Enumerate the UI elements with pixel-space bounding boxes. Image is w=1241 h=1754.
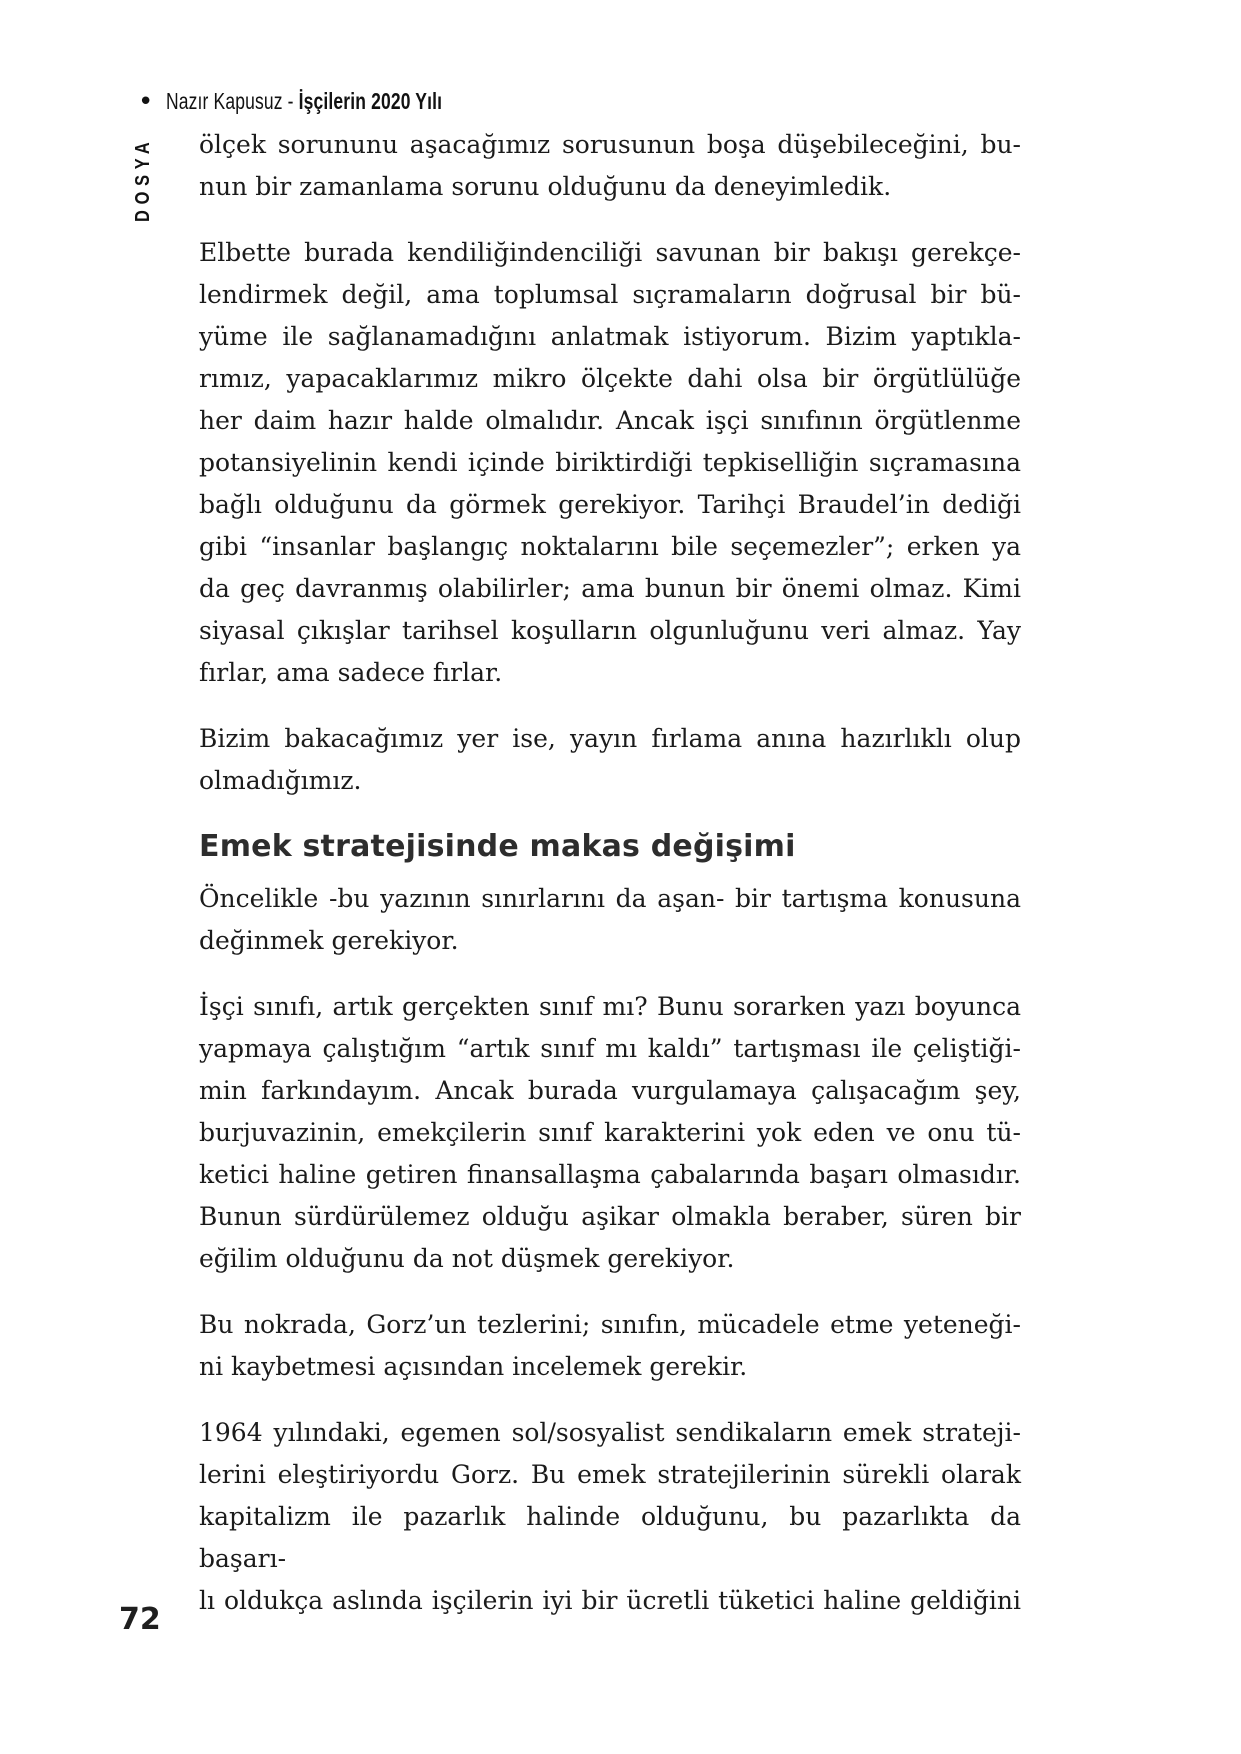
text-line: Bunun sürdürülemez olduğu aşikar olmakla beraber, süren bir <box>199 1202 1021 1231</box>
text-line: 1964 yılındaki, egemen sol/sosyalist sendikaların emek strateji- <box>199 1418 1021 1447</box>
text-line: yapmaya çalıştığım “artık sınıf mı kaldı” tartışması ile çeliştiği- <box>199 1034 1021 1063</box>
paragraph <box>199 1304 1021 1388</box>
page-number: 72 <box>119 1602 161 1637</box>
paragraph <box>199 718 1021 802</box>
book-title: İşçilerin 2020 Yılı <box>298 88 443 114</box>
text-line: her daim hazır halde olmalıdır. Ancak işçi sınıfının örgütlenme <box>199 406 1021 435</box>
text-line: ketici haline getiren finansallaşma çabalarında başarı olmasıdır. <box>199 1160 1021 1189</box>
text-line: nun bir zamanlama sorunu olduğunu da deneyimledik. <box>199 172 892 201</box>
text-line: olmadığımız. <box>199 766 362 795</box>
text-line: lı oldukça aslında işçilerin iyi bir ücretli tüketici haline geldiğini <box>199 1586 1021 1615</box>
text-line: min farkındayım. Ancak burada vurgulamaya çalışacağım şey, <box>199 1076 1021 1105</box>
text-line: ni kaybetmesi açısından incelemek gerekir. <box>199 1352 748 1381</box>
author-name: Nazır Kapusuz - <box>166 88 299 114</box>
text-line: ölçek sorununu aşacağımız sorusunun boşa düşebileceğini, bu- <box>199 130 1021 159</box>
text-line: Bizim bakacağımız yer ise, yayın fırlama anına hazırlıklı olup <box>199 724 1021 753</box>
text-column <box>199 124 1021 1646</box>
sidebar-section-label: DOSYA <box>132 136 154 222</box>
text-line: değinmek gerekiyor. <box>199 926 459 955</box>
section-heading: Emek stratejisinde makas değişimi <box>199 829 796 864</box>
text-line: siyasal çıkışlar tarihsel koşulların olgunluğunu veri almaz. Yay <box>199 616 1021 645</box>
paragraph <box>199 878 1021 962</box>
text-line: lerini eleştiriyordu Gorz. Bu emek stratejilerinin sürekli olarak <box>199 1460 1021 1489</box>
paragraph <box>199 986 1021 1280</box>
text-line: yüme ile sağlanamadığını anlatmak istiyorum. Bizim yaptıkla- <box>199 322 1021 351</box>
paragraph <box>199 232 1021 694</box>
text-line: bağlı olduğunu da görmek gerekiyor. Tarihçi Braudel’in dediği <box>199 490 1021 519</box>
text-line: Öncelikle -bu yazının sınırlarını da aşan- bir tartışma konusuna <box>199 884 1021 913</box>
paragraph <box>199 1412 1021 1622</box>
text-line: da geç davranmış olabilirler; ama bunun bir önemi olmaz. Kimi <box>199 574 1021 603</box>
page-header <box>138 88 530 115</box>
bullet-icon: • <box>138 86 154 117</box>
text-line: rımız, yapacaklarımız mikro ölçekte dahi olsa bir örgütlülüğe <box>199 364 1021 393</box>
text-line: kapitalizm ile pazarlık halinde olduğunu, bu pazarlıkta da başarı- <box>199 1502 1021 1573</box>
text-line: fırlar, ama sadece fırlar. <box>199 658 503 687</box>
text-line: İşçi sınıfı, artık gerçekten sınıf mı? Bunu sorarken yazı boyunca <box>199 992 1021 1021</box>
text-line: potansiyelinin kendi içinde biriktirdiği tepkiselliğin sıçramasına <box>199 448 1021 477</box>
paragraph <box>199 124 1021 208</box>
text-line: Bu nokrada, Gorz’un tezlerini; sınıfın, mücadele etme yeteneği- <box>199 1310 1021 1339</box>
text-line: gibi “insanlar başlangıç noktalarını bile seçemezler”; erken ya <box>199 532 1021 561</box>
text-line: burjuvazinin, emekçilerin sınıf karakterini yok eden ve onu tü- <box>199 1118 1021 1147</box>
text-line: lendirmek değil, ama toplumsal sıçramaların doğrusal bir bü- <box>199 280 1021 309</box>
sidebar-label-wrap <box>130 126 158 222</box>
text-line: Elbette burada kendiliğindenciliği savunan bir bakışı gerekçe- <box>199 238 1021 267</box>
running-head <box>166 88 442 115</box>
text-line: eğilim olduğunu da not düşmek gerekiyor. <box>199 1244 735 1273</box>
